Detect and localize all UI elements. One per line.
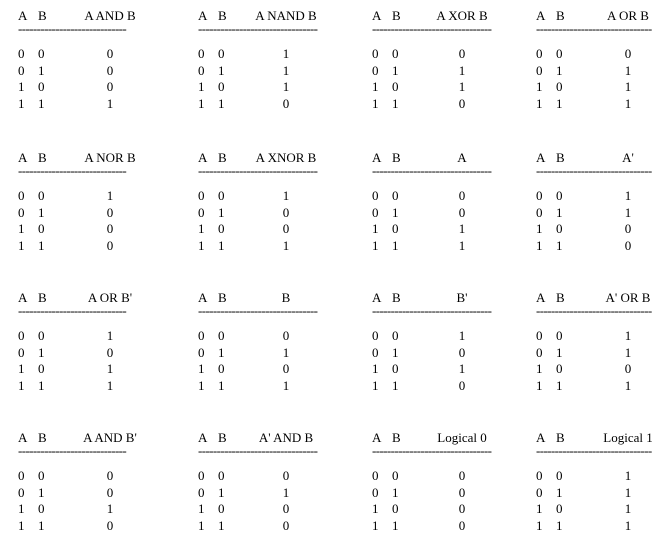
header-divider: -------------------------------- xyxy=(372,303,492,318)
cell-a: 1 xyxy=(198,517,205,533)
cell-output: 0 xyxy=(282,361,290,376)
cell-output: 0 xyxy=(106,468,114,483)
cell-a: 0 xyxy=(372,468,379,483)
cell-output: 0 xyxy=(106,344,114,360)
header-divider: -------------------------------- xyxy=(198,443,318,458)
header-divider: ------------------------------- xyxy=(536,21,652,36)
cell-b: 0 xyxy=(218,79,225,94)
cell-b: 0 xyxy=(218,468,225,483)
cell-a: 1 xyxy=(536,221,543,236)
cell-b: 0 xyxy=(218,501,225,516)
header-a: A xyxy=(536,150,546,165)
cell-output: 0 xyxy=(106,46,114,61)
cell-b: 0 xyxy=(556,221,563,236)
cell-b: 1 xyxy=(218,62,225,78)
cell-a: 0 xyxy=(198,468,205,483)
cell-output: 1 xyxy=(624,377,632,393)
cell-output: 0 xyxy=(458,344,466,360)
cell-b: 0 xyxy=(218,361,225,376)
header-divider: -------------------------------- xyxy=(198,303,318,318)
cell-output: 1 xyxy=(106,95,114,111)
header-divider: ----------------------------- xyxy=(18,21,127,36)
header-b: B xyxy=(392,290,401,305)
cell-output: 1 xyxy=(458,237,466,253)
header-output: B' xyxy=(456,290,468,305)
truth-table-3 xyxy=(372,8,522,118)
cell-a: 1 xyxy=(372,361,379,376)
header-a: A xyxy=(18,290,28,305)
header-output: A' OR B xyxy=(605,290,651,305)
header-b: B xyxy=(38,8,47,23)
cell-output: 0 xyxy=(282,95,290,111)
header-output: A OR B xyxy=(607,8,649,23)
cell-b: 0 xyxy=(392,221,399,236)
cell-output: 0 xyxy=(458,484,466,500)
cell-b: 0 xyxy=(556,79,563,94)
cell-output: 1 xyxy=(458,328,466,343)
cell-output: 1 xyxy=(624,188,632,203)
cell-output: 0 xyxy=(458,377,466,393)
header-b: B xyxy=(392,430,401,445)
truth-table-9 xyxy=(18,290,168,400)
cell-a: 0 xyxy=(18,62,25,78)
cell-a: 1 xyxy=(198,237,205,253)
cell-output: 1 xyxy=(624,79,632,94)
header-a: A xyxy=(198,8,208,23)
header-divider: -------------------------------- xyxy=(372,443,492,458)
cell-a: 0 xyxy=(536,46,543,61)
header-b: B xyxy=(556,290,565,305)
cell-output: 1 xyxy=(624,62,632,78)
cell-output: 1 xyxy=(624,204,632,220)
truth-table-2 xyxy=(198,8,348,118)
cell-b: 1 xyxy=(218,95,225,111)
header-b: B xyxy=(38,290,47,305)
cell-output: 1 xyxy=(624,328,632,343)
cell-a: 1 xyxy=(372,221,379,236)
cell-a: 1 xyxy=(372,79,379,94)
cell-a: 1 xyxy=(18,377,25,393)
cell-a: 0 xyxy=(198,46,205,61)
cell-b: 0 xyxy=(38,501,45,516)
cell-output: 0 xyxy=(282,204,290,220)
cell-a: 0 xyxy=(536,62,543,78)
cell-b: 0 xyxy=(392,328,399,343)
header-output: A xyxy=(457,150,467,165)
cell-output: 1 xyxy=(282,188,290,203)
cell-b: 1 xyxy=(556,62,563,78)
cell-b: 0 xyxy=(556,468,563,483)
header-a: A xyxy=(536,8,546,23)
cell-a: 1 xyxy=(536,79,543,94)
cell-b: 1 xyxy=(392,517,399,533)
cell-b: 0 xyxy=(556,46,563,61)
cell-a: 1 xyxy=(18,79,25,94)
cell-b: 1 xyxy=(218,237,225,253)
cell-output: 0 xyxy=(282,221,290,236)
cell-b: 1 xyxy=(38,517,45,533)
header-output: A' xyxy=(622,150,634,165)
cell-b: 1 xyxy=(218,204,225,220)
cell-b: 0 xyxy=(38,46,45,61)
cell-b: 0 xyxy=(556,361,563,376)
cell-output: 0 xyxy=(106,62,114,78)
header-divider: -------------------------------- xyxy=(372,163,492,178)
cell-b: 1 xyxy=(218,517,225,533)
cell-output: 1 xyxy=(624,344,632,360)
cell-a: 1 xyxy=(536,377,543,393)
cell-output: 0 xyxy=(458,204,466,220)
cell-output: 0 xyxy=(106,204,114,220)
cell-b: 0 xyxy=(38,468,45,483)
cell-a: 1 xyxy=(536,95,543,111)
header-a: A xyxy=(198,430,208,445)
cell-a: 0 xyxy=(372,46,379,61)
cell-output: 1 xyxy=(458,361,466,376)
cell-b: 1 xyxy=(392,204,399,220)
cell-a: 1 xyxy=(18,501,25,516)
header-a: A xyxy=(198,290,208,305)
header-a: A xyxy=(18,150,28,165)
header-b: B xyxy=(218,290,227,305)
cell-a: 1 xyxy=(198,501,205,516)
header-b: B xyxy=(218,8,227,23)
cell-b: 0 xyxy=(218,328,225,343)
header-a: A xyxy=(536,290,546,305)
cell-a: 1 xyxy=(198,221,205,236)
cell-a: 0 xyxy=(198,204,205,220)
cell-output: 0 xyxy=(458,188,466,203)
cell-a: 0 xyxy=(372,62,379,78)
cell-b: 1 xyxy=(556,517,563,533)
truth-table-4 xyxy=(536,8,668,118)
header-output: A XOR B xyxy=(436,8,488,23)
cell-b: 1 xyxy=(556,204,563,220)
cell-a: 1 xyxy=(536,361,543,376)
truth-table-7 xyxy=(372,150,522,260)
cell-b: 1 xyxy=(556,344,563,360)
cell-output: 1 xyxy=(106,188,114,203)
cell-a: 1 xyxy=(372,501,379,516)
cell-a: 1 xyxy=(18,95,25,111)
cell-output: 1 xyxy=(282,237,290,253)
truth-table-10 xyxy=(198,290,348,400)
cell-a: 1 xyxy=(536,237,543,253)
cell-output: 1 xyxy=(282,344,290,360)
cell-b: 1 xyxy=(38,484,45,500)
cell-a: 0 xyxy=(536,344,543,360)
cell-a: 1 xyxy=(536,517,543,533)
cell-a: 0 xyxy=(372,328,379,343)
cell-b: 1 xyxy=(38,377,45,393)
cell-output: 0 xyxy=(624,46,632,61)
cell-output: 0 xyxy=(458,46,466,61)
cell-output: 1 xyxy=(458,62,466,78)
cell-output: 0 xyxy=(458,468,466,483)
header-b: B xyxy=(556,8,565,23)
cell-a: 0 xyxy=(198,62,205,78)
cell-b: 0 xyxy=(556,328,563,343)
cell-a: 1 xyxy=(372,517,379,533)
cell-b: 0 xyxy=(38,221,45,236)
cell-b: 1 xyxy=(392,95,399,111)
cell-a: 1 xyxy=(372,95,379,111)
header-output: A' AND B xyxy=(258,430,314,445)
cell-output: 1 xyxy=(106,501,114,516)
cell-a: 0 xyxy=(198,188,205,203)
cell-a: 0 xyxy=(198,484,205,500)
cell-output: 1 xyxy=(624,468,632,483)
header-divider: ----------------------------- xyxy=(18,163,127,178)
cell-a: 0 xyxy=(18,484,25,500)
cell-a: 0 xyxy=(536,188,543,203)
header-divider: ------------------------------- xyxy=(536,303,652,318)
cell-output: 0 xyxy=(624,237,632,253)
header-output: A AND B xyxy=(84,8,136,23)
cell-a: 0 xyxy=(536,204,543,220)
cell-output: 1 xyxy=(282,79,290,94)
cell-output: 1 xyxy=(624,95,632,111)
header-divider: -------------------------------- xyxy=(198,163,318,178)
header-a: A xyxy=(536,430,546,445)
cell-output: 1 xyxy=(458,221,466,236)
header-output: Logical 0 xyxy=(437,430,487,445)
cell-a: 0 xyxy=(198,344,205,360)
truth-table-15 xyxy=(372,430,522,540)
cell-b: 0 xyxy=(392,46,399,61)
cell-output: 0 xyxy=(282,468,290,483)
cell-output: 1 xyxy=(282,46,290,61)
cell-b: 0 xyxy=(392,188,399,203)
cell-a: 0 xyxy=(536,468,543,483)
cell-b: 0 xyxy=(392,501,399,516)
cell-a: 0 xyxy=(372,344,379,360)
cell-a: 1 xyxy=(198,377,205,393)
truth-table-8 xyxy=(536,150,668,260)
cell-b: 0 xyxy=(392,79,399,94)
header-divider: ------------------------------- xyxy=(536,443,652,458)
cell-output: 0 xyxy=(106,484,114,500)
cell-a: 1 xyxy=(198,79,205,94)
cell-a: 1 xyxy=(372,377,379,393)
cell-b: 1 xyxy=(392,377,399,393)
cell-b: 0 xyxy=(218,46,225,61)
cell-output: 0 xyxy=(282,328,290,343)
truth-table-1 xyxy=(18,8,168,118)
cell-output: 0 xyxy=(458,517,466,533)
cell-b: 1 xyxy=(38,237,45,253)
header-output: A AND B' xyxy=(83,430,137,445)
cell-b: 1 xyxy=(218,377,225,393)
cell-b: 1 xyxy=(392,237,399,253)
cell-b: 0 xyxy=(38,361,45,376)
header-b: B xyxy=(38,430,47,445)
cell-output: 1 xyxy=(282,377,290,393)
header-a: A xyxy=(372,430,382,445)
truth-table-11 xyxy=(372,290,522,400)
header-output: A NAND B xyxy=(255,8,317,23)
cell-output: 0 xyxy=(458,501,466,516)
cell-b: 0 xyxy=(556,188,563,203)
cell-b: 1 xyxy=(392,344,399,360)
header-a: A xyxy=(372,8,382,23)
cell-b: 1 xyxy=(218,344,225,360)
cell-b: 1 xyxy=(38,344,45,360)
cell-a: 0 xyxy=(18,468,25,483)
cell-b: 1 xyxy=(218,484,225,500)
cell-a: 1 xyxy=(18,517,25,533)
header-b: B xyxy=(556,430,565,445)
cell-a: 0 xyxy=(372,188,379,203)
cell-output: 0 xyxy=(106,517,114,533)
header-b: B xyxy=(218,150,227,165)
header-output: Logical 1 xyxy=(603,430,653,445)
cell-b: 1 xyxy=(556,484,563,500)
header-b: B xyxy=(556,150,565,165)
header-b: B xyxy=(392,150,401,165)
truth-table-16 xyxy=(536,430,668,540)
cell-a: 1 xyxy=(198,361,205,376)
cell-b: 0 xyxy=(38,188,45,203)
cell-a: 1 xyxy=(198,95,205,111)
truth-table-14 xyxy=(198,430,348,540)
cell-output: 1 xyxy=(106,361,114,376)
header-b: B xyxy=(392,8,401,23)
cell-output: 1 xyxy=(282,484,290,500)
cell-a: 1 xyxy=(18,237,25,253)
truth-table-13 xyxy=(18,430,168,540)
cell-a: 0 xyxy=(18,188,25,203)
cell-a: 1 xyxy=(536,501,543,516)
cell-output: 1 xyxy=(282,62,290,78)
cell-output: 0 xyxy=(282,501,290,516)
cell-output: 1 xyxy=(458,79,466,94)
cell-output: 1 xyxy=(624,501,632,516)
cell-b: 1 xyxy=(556,377,563,393)
cell-a: 0 xyxy=(198,328,205,343)
cell-a: 0 xyxy=(372,204,379,220)
header-divider: -------------------------------- xyxy=(198,21,318,36)
cell-output: 1 xyxy=(624,484,632,500)
cell-output: 0 xyxy=(106,221,114,236)
cell-b: 1 xyxy=(556,95,563,111)
cell-b: 0 xyxy=(392,468,399,483)
header-output: A XNOR B xyxy=(255,150,317,165)
header-a: A xyxy=(198,150,208,165)
truth-table-5 xyxy=(18,150,168,260)
cell-b: 1 xyxy=(38,95,45,111)
cell-b: 1 xyxy=(38,62,45,78)
header-output: A NOR B xyxy=(84,150,136,165)
cell-b: 1 xyxy=(38,204,45,220)
cell-a: 1 xyxy=(18,361,25,376)
header-output: A OR B' xyxy=(87,290,133,305)
header-divider: ----------------------------- xyxy=(18,443,127,458)
cell-a: 0 xyxy=(536,328,543,343)
header-a: A xyxy=(18,430,28,445)
cell-b: 1 xyxy=(556,237,563,253)
cell-b: 0 xyxy=(392,361,399,376)
cell-output: 0 xyxy=(106,79,114,94)
cell-output: 1 xyxy=(624,517,632,533)
cell-b: 0 xyxy=(38,79,45,94)
cell-output: 0 xyxy=(282,517,290,533)
cell-a: 0 xyxy=(372,484,379,500)
cell-a: 0 xyxy=(18,204,25,220)
cell-b: 0 xyxy=(218,221,225,236)
header-b: B xyxy=(38,150,47,165)
header-output: B xyxy=(281,290,291,305)
cell-output: 0 xyxy=(624,361,632,376)
cell-a: 1 xyxy=(18,221,25,236)
cell-output: 0 xyxy=(624,221,632,236)
truth-table-6 xyxy=(198,150,348,260)
truth-table-12 xyxy=(536,290,668,400)
cell-a: 0 xyxy=(18,46,25,61)
header-a: A xyxy=(18,8,28,23)
cell-b: 0 xyxy=(38,328,45,343)
cell-a: 1 xyxy=(372,237,379,253)
cell-b: 0 xyxy=(556,501,563,516)
cell-output: 0 xyxy=(106,237,114,253)
header-divider: ----------------------------- xyxy=(18,303,127,318)
cell-output: 1 xyxy=(106,328,114,343)
cell-a: 0 xyxy=(18,328,25,343)
cell-b: 1 xyxy=(392,62,399,78)
header-a: A xyxy=(372,150,382,165)
cell-a: 0 xyxy=(18,344,25,360)
cell-a: 0 xyxy=(536,484,543,500)
header-divider: -------------------------------- xyxy=(372,21,492,36)
cell-b: 0 xyxy=(218,188,225,203)
cell-output: 0 xyxy=(458,95,466,111)
cell-b: 1 xyxy=(392,484,399,500)
cell-output: 1 xyxy=(106,377,114,393)
header-b: B xyxy=(218,430,227,445)
header-divider: ------------------------------- xyxy=(536,163,652,178)
header-a: A xyxy=(372,290,382,305)
